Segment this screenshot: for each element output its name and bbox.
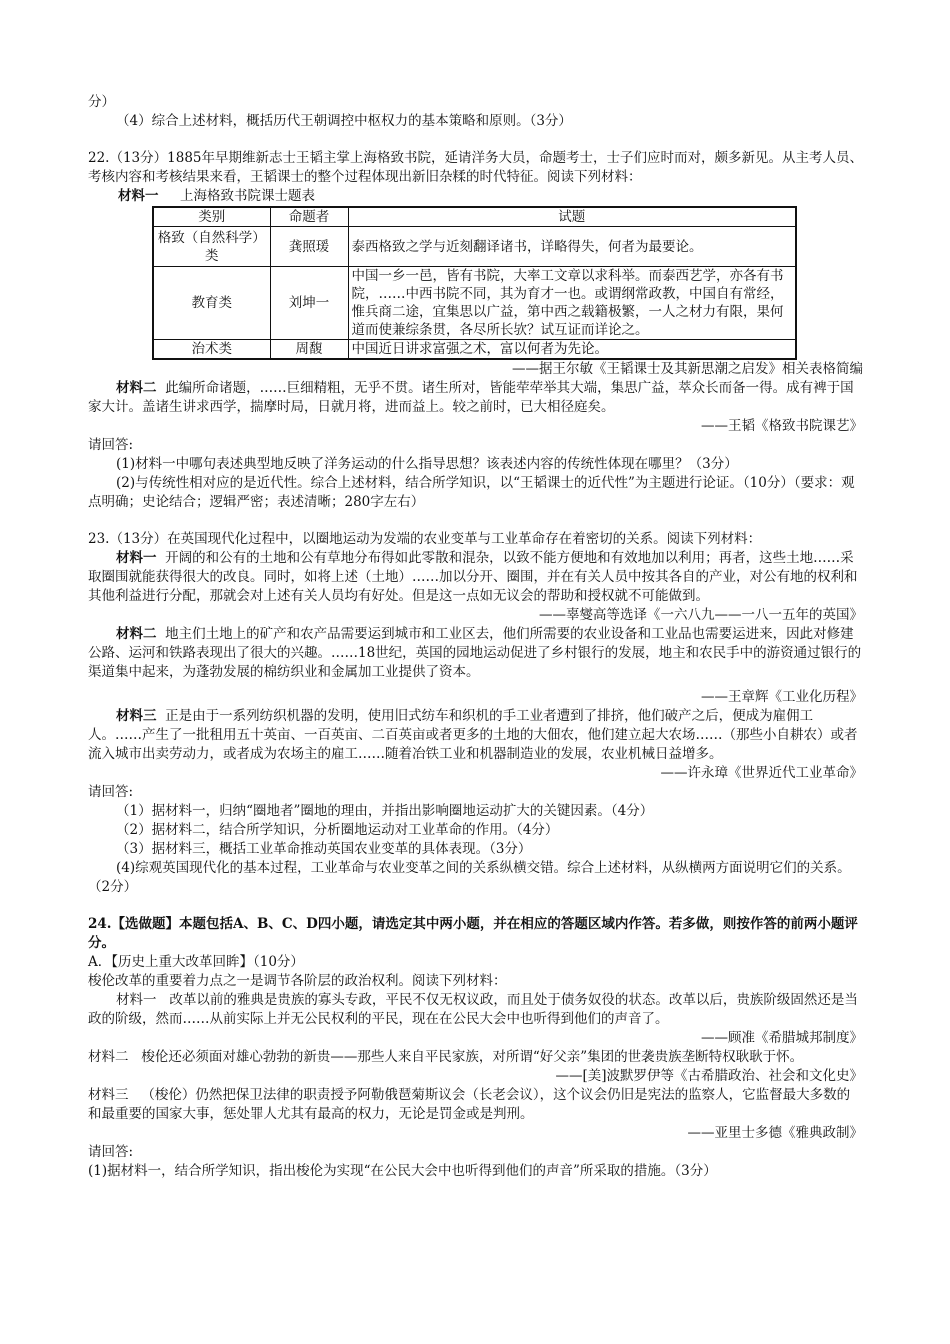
q22-ask: 请回答: [88, 437, 134, 453]
q23-material1-label: 材料一 [116, 550, 157, 566]
q22-material1-source: ——据王尔敏《王韬课士及其新思潮之启发》相关表格简编 [512, 361, 863, 377]
table-header: 试题 [348, 207, 796, 227]
q22-subq1: (1)材料一中哪句表述典型地反映了洋务运动的什么指导思想？该表述内容的传统性体现在哪里？（3分） [116, 456, 738, 472]
q23-material3-source: ——许永璋《世界近代工业革命》 [660, 765, 863, 781]
q24-material3-text: （梭伦）仍然把保卫法律的职责授予阿勒俄琶菊斯议会（长老会议），这个议会仍旧是宪法的监察人，它监督最大多数的和最重要的国家大事，惩处罪人尤其有最高的权力，无论是罚金或是判刑。 [88, 1087, 851, 1122]
q23-material3-text: 正是由于一系列纺织机器的发明，使用旧式纺车和织机的手工业者遭到了排挤，他们破产之后，便成为雇佣工人。……产生了一批租用五十英亩、一百英亩、二百英亩或者更多的土地的大佃农，他们建立起大农场……（那些小自耕农）或者流入城市出卖劳动力，或者成为农场主的雇工……随着冶铁工业和机器制造业的发展，农业机械日益增多。 [88, 708, 858, 762]
q22-stem: 22.（13分）1885年早期维新志士王韬主掌上海格致书院，延请洋务大员，命题考士，士子们应时而对，颇多新见。从主考人员、考核内容和考核结果来看，王韬课士的整个过程体现出新旧杂糅的时代特征。阅读下列材料： [88, 150, 864, 185]
q22-material2-label: 材料二 [116, 380, 157, 396]
q24-intro: 梭伦改革的重要着力点之一是调节各阶层的政治权利。阅读下列材料： [88, 973, 507, 989]
table-row [153, 340, 796, 360]
question-23 [88, 530, 863, 897]
q24-material2-source: ——[美]波默罗伊等《古希腊政治、社会和文化史》 [555, 1068, 863, 1084]
q24-material2 [88, 1048, 863, 1067]
q24-material1-label: 材料一 [116, 992, 157, 1008]
q24-ask: 请回答: [88, 1144, 134, 1160]
table-cell-question: 泰西格致之学与近刻翻译诸书，详略得失，何者为最要论。 [348, 227, 796, 267]
table-header: 命题者 [270, 207, 348, 227]
q22-table-title: 上海格致书院课士题表 [179, 188, 315, 204]
table-row [153, 267, 796, 340]
q22-material1-label: 材料一 [118, 188, 159, 204]
q24-part-a-title: A．【历史上重大改革回眸】（10分） [88, 954, 304, 970]
q22-exam-table [152, 206, 797, 360]
table-cell-question: 中国近日讲求富强之术，富以何者为先论。 [348, 340, 796, 360]
q23-stem: 23.（13分）在英国现代化过程中，以圈地运动为发端的农业变革与工业革命存在着密切的关系。阅读下列材料： [88, 531, 762, 547]
q23-material3-label: 材料三 [116, 708, 157, 724]
q24-material1-text: 改革以前的雅典是贵族的寡头专政，平民不仅无权议政，而且处于债务奴役的状态。改革以后，贵族阶级固然还是当政的阶级，然而……从前实际上并无公民权利的平民，现在在公民大会中也听得到他们的声音了。 [88, 992, 858, 1027]
q23-subq3: （3）据材料三，概括工业革命推动英国农业变革的具体表现。（3分） [116, 841, 532, 857]
table-cell-category: 教育类 [153, 267, 270, 340]
table-cell-author: 周馥 [270, 340, 348, 360]
q24-material3-label: 材料三 [88, 1087, 129, 1103]
q24-stem: 24.【选做题】本题包括A、B、C、D四小题，请选定其中两小题，并在相应的答题区域内作答。若多做，则按作答的前两小题评分。 [88, 916, 858, 951]
table-cell-author: 刘坤一 [270, 267, 348, 340]
q24-material1 [88, 991, 863, 1029]
q23-material2-label: 材料二 [116, 626, 157, 642]
question-22 [88, 149, 863, 512]
q22-material2-source: ——王韬《格致书院课艺》 [701, 418, 863, 434]
exam-page [88, 93, 863, 1181]
q24-subq1: (1)据材料一，结合所学知识，指出梭伦为实现“在公民大会中也听得到他们的声音”所采取的措施。（3分） [88, 1163, 717, 1179]
prev-continuation: 分） [88, 94, 115, 110]
q24-material3-source: ——亚里士多德《雅典政制》 [687, 1125, 863, 1141]
q22-subq2: (2)与传统性相对应的是近代性。综合上述材料，结合所学知识，以“王韬课士的近代性”为主题进行论证。（10分）（要求：观点明确；史论结合；逻辑严密；表述清晰；280字左右） [88, 475, 855, 510]
q23-material3 [88, 707, 863, 764]
table-header-row [153, 207, 796, 227]
q23-subq4: (4)综观英国现代化的基本过程，工业革命与农业变革之间的关系纵横交错。综合上述材料，从纵横两方面说明它们的关系。（2分） [88, 860, 851, 895]
q23-material2 [88, 625, 863, 682]
q24-material2-label: 材料二 [88, 1049, 129, 1065]
table-cell-category: 格致（自然科学）类 [153, 227, 270, 267]
question-24 [88, 915, 863, 1181]
q22-material1-heading [88, 187, 863, 206]
table-cell-question: 中国一乡一邑，皆有书院，大率工文章以求科举。而泰西艺学，亦各有书院，……中西书院不同，其为育才一也。或谓纲常政教，中国自有常经，惟兵商二途，宜集思以广益，第中西之载籍极繁，一人之材力有限，果何道而使兼综条贯，各尽所长欤？试互证而详论之。 [348, 267, 796, 340]
q23-material2-source: ——王章辉《工业化历程》 [701, 689, 863, 705]
q22-material2-text: 此编所命诸题，……巨细精粗，无乎不贯。诸生所对，皆能荦荦举其大端，集思广益，萃众长而备一得。成有裨于国家大计。盖诸生讲求西学，揣摩时局，日就月将，进而益上。较之前时，已大相径庭矣。 [88, 380, 854, 415]
q21-part4: （4）综合上述材料，概括历代王朝调控中枢权力的基本策略和原则。（3分） [116, 113, 572, 129]
q22-material2 [88, 379, 863, 417]
q24-material2-text: 梭伦还必须面对雄心勃勃的新贵——那些人来自平民家族，对所谓“好父亲”集团的世袭贵族垄断特权耿耿于怀。 [141, 1049, 804, 1065]
q24-material3 [88, 1086, 863, 1124]
q23-material1 [88, 549, 863, 606]
q23-material1-text: 开阔的和公有的土地和公有草地分布得如此零散和混杂，以致不能方便地和有效地加以利用；再者，这些土地……采取圈围就能获得很大的改良。同时，如将上述（土地）……加以分开、圈围，并在有关人员中按其各自的产业，对公有地的权利和其他利益进行分配，那就会对上述有关人员均有好处。但是这一点如无议会的帮助和授权就不可能做到。 [88, 550, 858, 604]
q23-material2-text: 地主们土地上的矿产和农产品需要运到城市和工业区去，他们所需要的农业设备和工业品也需要运进来，因此对修建公路、运河和铁路表现出了很大的兴趣。……18世纪，英国的园地运动促进了乡村银行的发展，地主和农民手中的游资通过银行的渠道集中起来，为蓬勃发展的棉纺织业和金属加工业提供了资本。 [88, 626, 862, 680]
q24-material1-source: ——顾准《希腊城邦制度》 [701, 1030, 863, 1046]
table-header: 类别 [153, 207, 270, 227]
q23-material1-source: ——辜燮高等选译《一六八九——一八一五年的英国》 [539, 607, 863, 623]
table-row [153, 227, 796, 267]
q23-subq1: （1）据材料一，归纳“圈地者”圈地的理由，并指出影响圈地运动扩大的关键因素。（4分） [116, 803, 654, 819]
table-cell-category: 治术类 [153, 340, 270, 360]
q23-ask: 请回答: [88, 784, 134, 800]
q23-subq2: （2）据材料二，结合所学知识，分析圈地运动对工业革命的作用。（4分） [116, 822, 559, 838]
table-cell-author: 龚照瑗 [270, 227, 348, 267]
